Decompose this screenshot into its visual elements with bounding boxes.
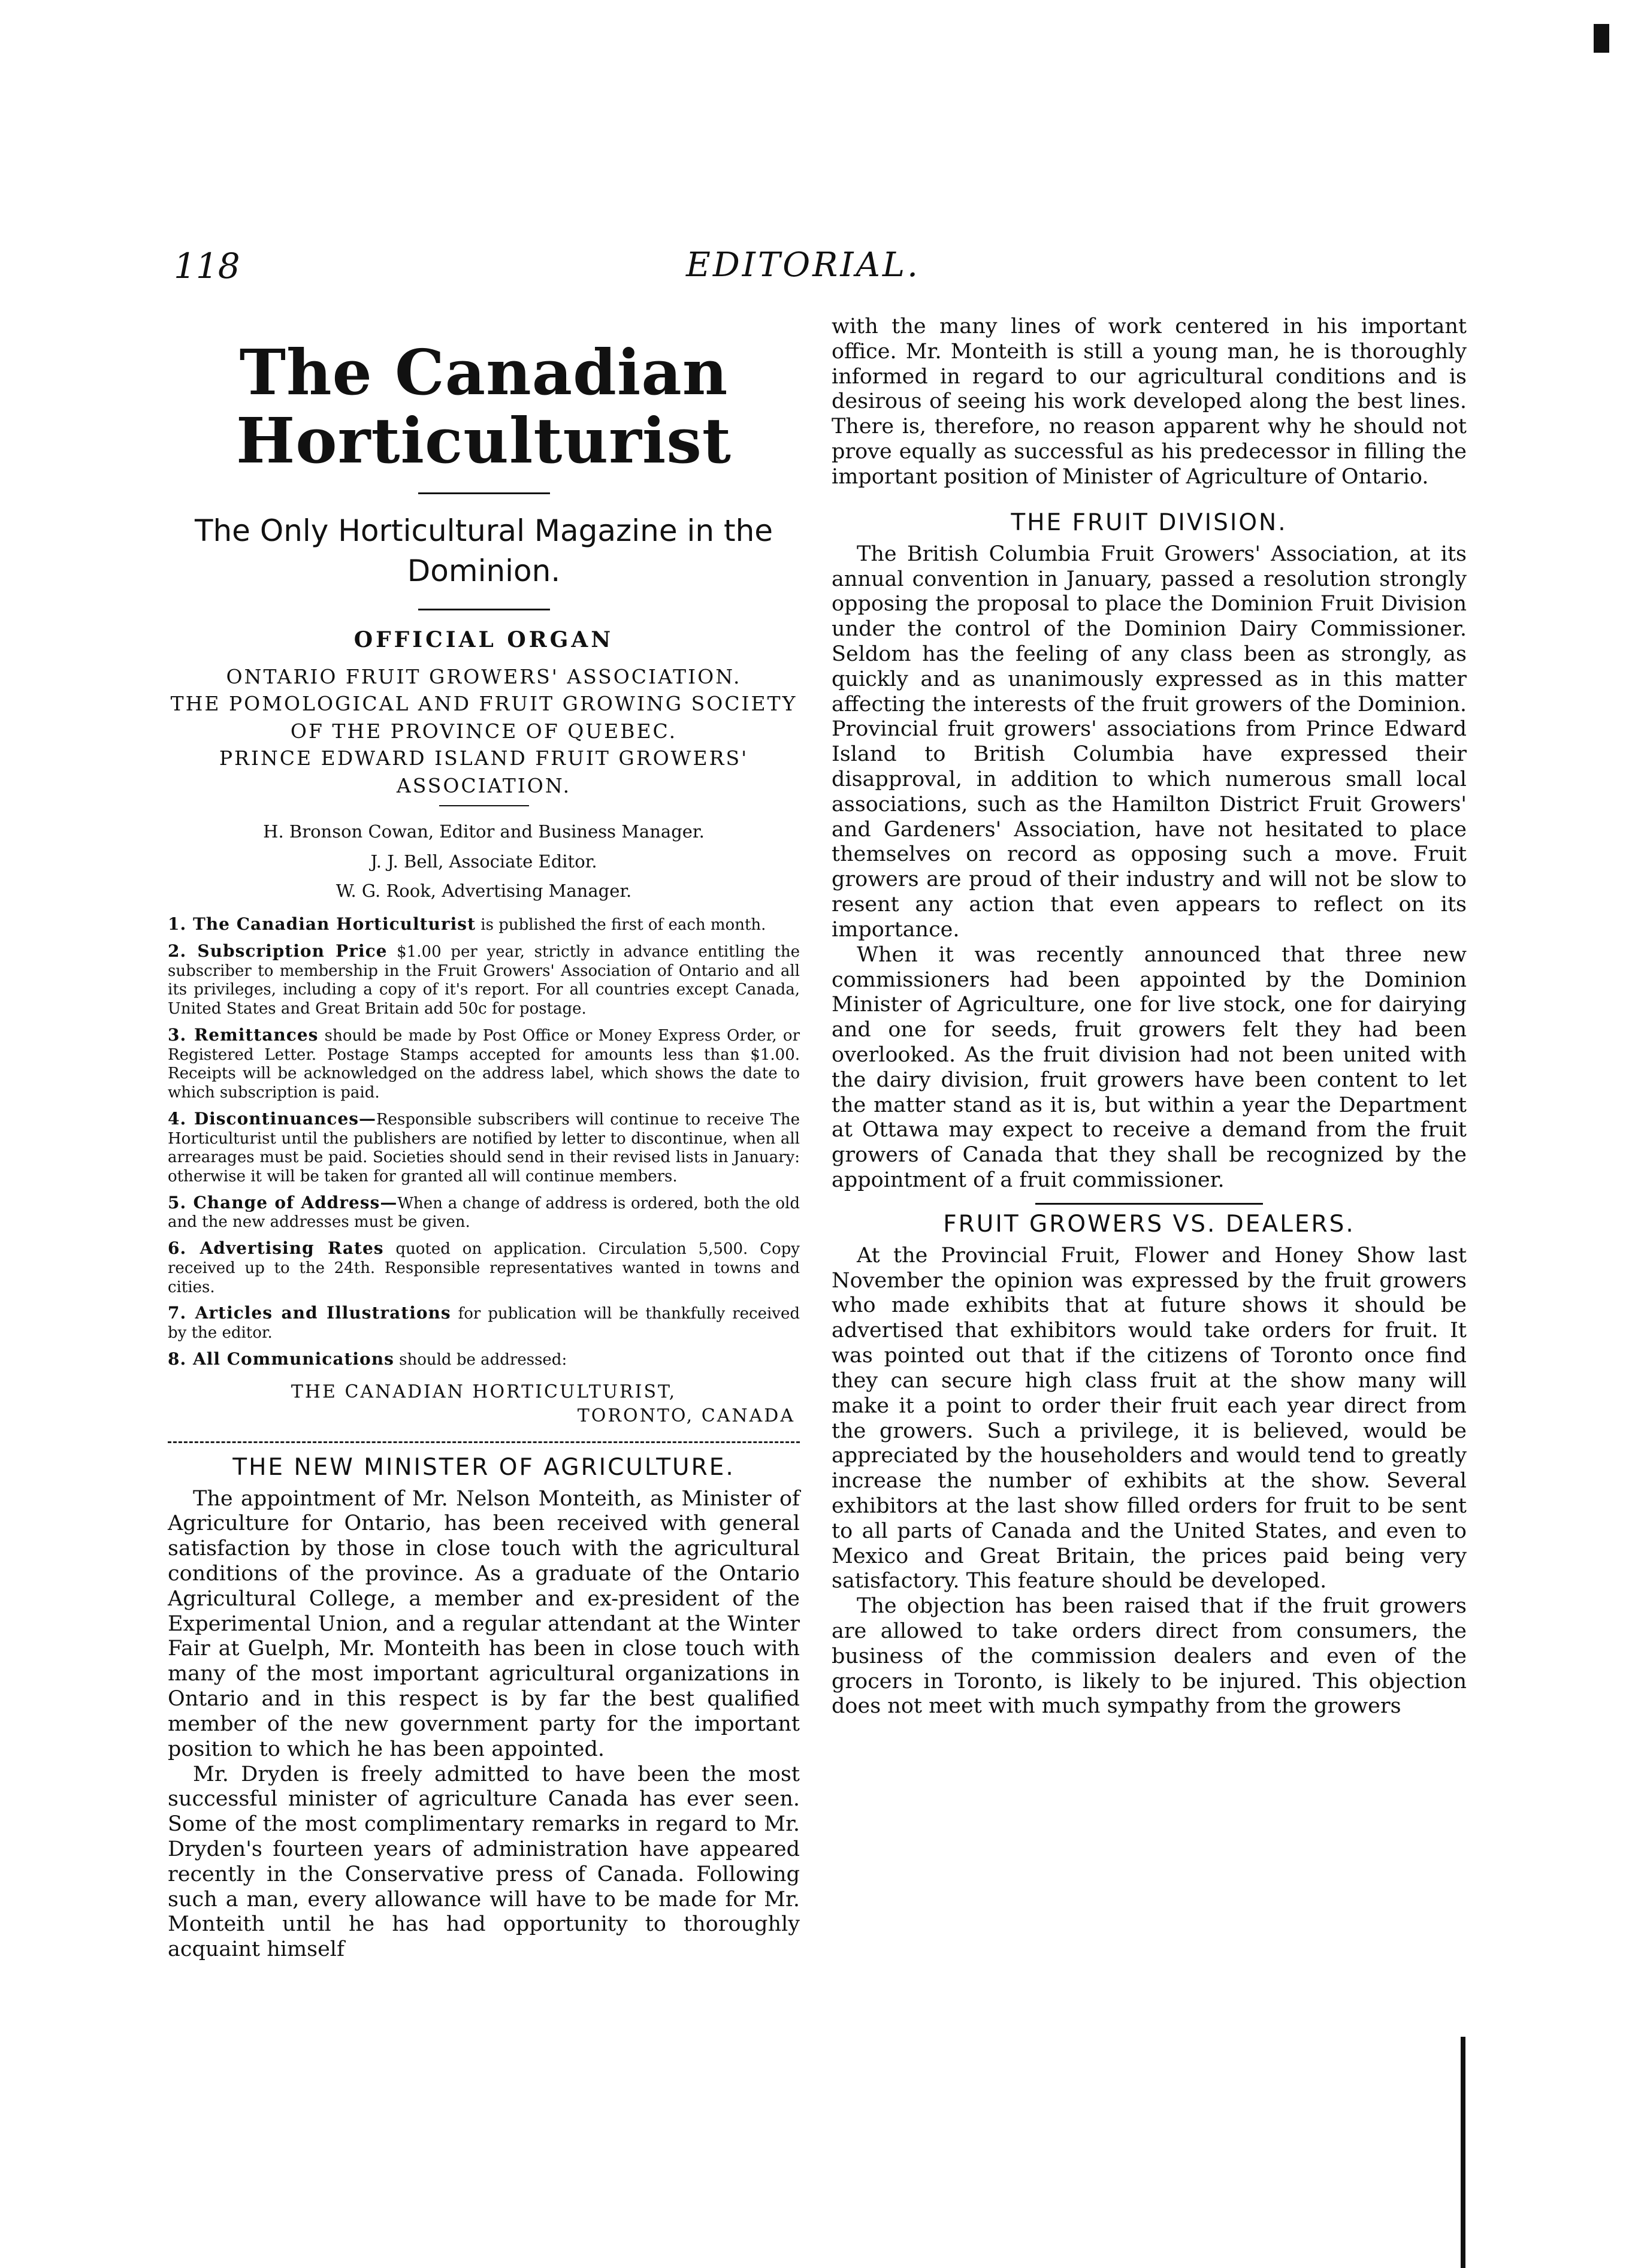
staff-line: W. G. Rook, Advertising Manager. (336, 881, 632, 902)
page-edge-shadow (1461, 2037, 1465, 2268)
article-heading: THE FRUIT DIVISION. (1011, 509, 1288, 536)
address-line: THE CANADIAN HORTICULTURIST, (291, 1381, 677, 1403)
page-number: 118 (174, 246, 240, 286)
notice-item (168, 1025, 800, 1103)
official-organ-heading: OFFICIAL ORGAN (353, 627, 614, 652)
notice-label: 5. Change of Address— (168, 1192, 398, 1212)
notice-text: should be addressed: (394, 1350, 567, 1369)
notice-label: 4. Discontinuances— (168, 1108, 377, 1129)
page-header (174, 246, 1528, 294)
article-heading: THE NEW MINISTER OF AGRICULTURE. (232, 1453, 735, 1481)
divider (418, 609, 550, 610)
notice-label: 2. Subscription Price (168, 941, 388, 961)
divider (168, 1441, 800, 1443)
right-column (832, 315, 1467, 1719)
notice-label: 6. Advertising Rates (168, 1238, 384, 1259)
association-name: THE POMOLOGICAL AND FRUIT GROWING SOCIETY OF THE PROVINCE OF QUEBEC. (170, 692, 797, 743)
notice-item (168, 914, 800, 935)
notice-label: 8. All Communications (168, 1348, 394, 1369)
article-paragraph: with the many lines of work centered in his important office. Mr. Monteith is still a young man, he is thoroughly informed in regard to our agricultural conditions and is desirous of seeing his work developed along the best lines. There is, therefore, no reason apparent why he should not prove equally as successful as his predecessor in filling the important position of Minister of Agriculture of Ontario. (832, 315, 1467, 489)
notice-text: $1.00 per year, strictly in advance entitling the subscriber to membership in the Fruit Growers' Association of Ontario and all its privileges, including a copy of it's report. For all countries except Canada, United States and Great Britain add 50c for postage. (168, 943, 800, 1018)
notice-text: Responsible subscribers will continue to receive The Horticulturist until the publishers are notified by letter to discontinue, when all arrearages must be paid. Societies should send in their revised lists in January: otherwise it will be taken for granted all will continue members. (168, 1110, 800, 1186)
staff-line: J. J. Bell, Associate Editor. (370, 851, 597, 872)
notice-text: quoted on application. Circulation 5,500. Copy received up to the 24th. Responsible representatives wanted in towns and cities. (168, 1240, 800, 1296)
address-line: TORONTO, CANADA (577, 1405, 795, 1427)
article-paragraph: The objection has been raised that if the fruit growers are allowed to take orders direct from consumers, the business of the commission dealers and even of the grocers in Toronto, is likely to be injured. This objection does not meet with much sympathy from the growers (832, 1594, 1467, 1719)
left-column (168, 315, 800, 1962)
article-paragraph: The British Columbia Fruit Growers' Association, at its annual convention in January, passed a resolution strongly opposing the proposal to place the Dominion Fruit Division under the control of the Dominion Dairy Commissioner. Seldom has the feeling of any class been as strongly, as quickly and as unanimously expressed as in this matter affecting the interests of the fruit growers of the Dominion. Provincial fruit growers' associations from Prince Edward Island to British Columbia have expressed their disapproval, in addition to which numerous small local associations, such as the Hamilton District Fruit Growers' and Gardeners' Association, have not hesitated to place themselves on record as opposing such a move. Fruit growers are proud of their industry and will not be slow to resent any action that even appears to reflect on its importance. (832, 542, 1467, 942)
article-paragraph: Mr. Dryden is freely admitted to have been the most successful minister of agriculture Canada has ever seen. Some of the most complimentary remarks in regard to Mr. Dryden's fourteen years of administration have appeared recently in the Conservative press of Canada. Following such a man, every allowance will have to be made for Mr. Monteith until he has had opportunity to thoroughly acquaint himself (168, 1762, 800, 1962)
divider (439, 805, 529, 806)
notice-text: for publication will be thankfully received by the editor. (168, 1305, 800, 1342)
association-name: ONTARIO FRUIT GROWERS' ASSOCIATION. (226, 664, 742, 688)
article-paragraph: At the Provincial Fruit, Flower and Honey Show last November the opinion was expressed by the fruit growers who made exhibits that at future shows it should be advertised that exhibitors would take orders for fruit. It was pointed out that if the citizens of Toronto once find they can secure high class fruit at the show many will make it a point to order their fruit each year direct from the growers. Such a privilege, it is believed, would be appreciated by the householders and would tend to greatly increase the number of exhibits at the show. Several exhibitors at the last show filled orders for fruit to be sent to all parts of Canada and the United States, and even to Mexico and Great Britain, the prices paid being very satisfactory. This feature should be developed. (832, 1243, 1467, 1593)
staff-line: H. Bronson Cowan, Editor and Business Manager. (263, 821, 705, 842)
notice-label: 7. Articles and Illustrations (168, 1303, 451, 1323)
notice-item (168, 1303, 800, 1342)
notice-text: should be made by Post Office or Money Express Order, or Registered Letter. Postage Stamps accepted for amounts less than $1.00. Receipts will be acknowledged on the address label, which shows the date to which subscription is paid. (168, 1026, 800, 1102)
article-paragraph: When it was recently announced that three new commissioners had been appointed by the Dominion Minister of Agriculture, one for live stock, one for dairying and one for seeds, fruit growers felt they had been overlooked. As the fruit division had not been united with the dairy division, fruit growers have been content to let the matter stand as it is, but within a year the Department at Ottawa may expect to receive a demand from the fruit growers of Canada that they shall be recognized by the appointment of a fruit commissioner. (832, 942, 1467, 1192)
article-heading: FRUIT GROWERS VS. DEALERS. (943, 1210, 1355, 1238)
divider (1035, 1203, 1263, 1205)
divider (418, 492, 550, 494)
notice-item (168, 1109, 800, 1187)
notice-label: 3. Remittances (168, 1024, 319, 1045)
page-corner-mark (1594, 24, 1609, 53)
association-name: PRINCE EDWARD ISLAND FRUIT GROWERS' ASSOCIATION. (219, 746, 749, 797)
notice-item (168, 1193, 800, 1232)
notice-item (168, 941, 800, 1019)
notice-label: 1. The Canadian Horticulturist (168, 914, 476, 935)
notice-text: is published the first of each month. (476, 916, 766, 935)
notice-item (168, 1349, 800, 1370)
mailing-address (168, 1380, 800, 1428)
masthead-tagline: The Only Horticultural Magazine in the Dominion. (194, 513, 773, 589)
article-paragraph: The appointment of Mr. Nelson Monteith, as Minister of Agriculture for Ontario, has been received with general satisfaction by those in close touch with the agricultural conditions of the province. As a graduate of the Ontario Agricultural College, a member and ex-president of the Experimental Union, and a regular attendant at the Winter Fair at Guelph, Mr. Monteith has been in close touch with many of the most important agricultural organizations in Ontario and in this respect is by far the best qualified member of the new government party for the important position to which he has been appointed. (168, 1486, 800, 1761)
notice-item (168, 1238, 800, 1297)
notice-text: When a change of address is ordered, both the old and the new addresses must be given. (168, 1194, 800, 1232)
running-title: EDITORIAL. (686, 246, 920, 285)
masthead-title: The Canadian Horticulturist (236, 335, 732, 478)
